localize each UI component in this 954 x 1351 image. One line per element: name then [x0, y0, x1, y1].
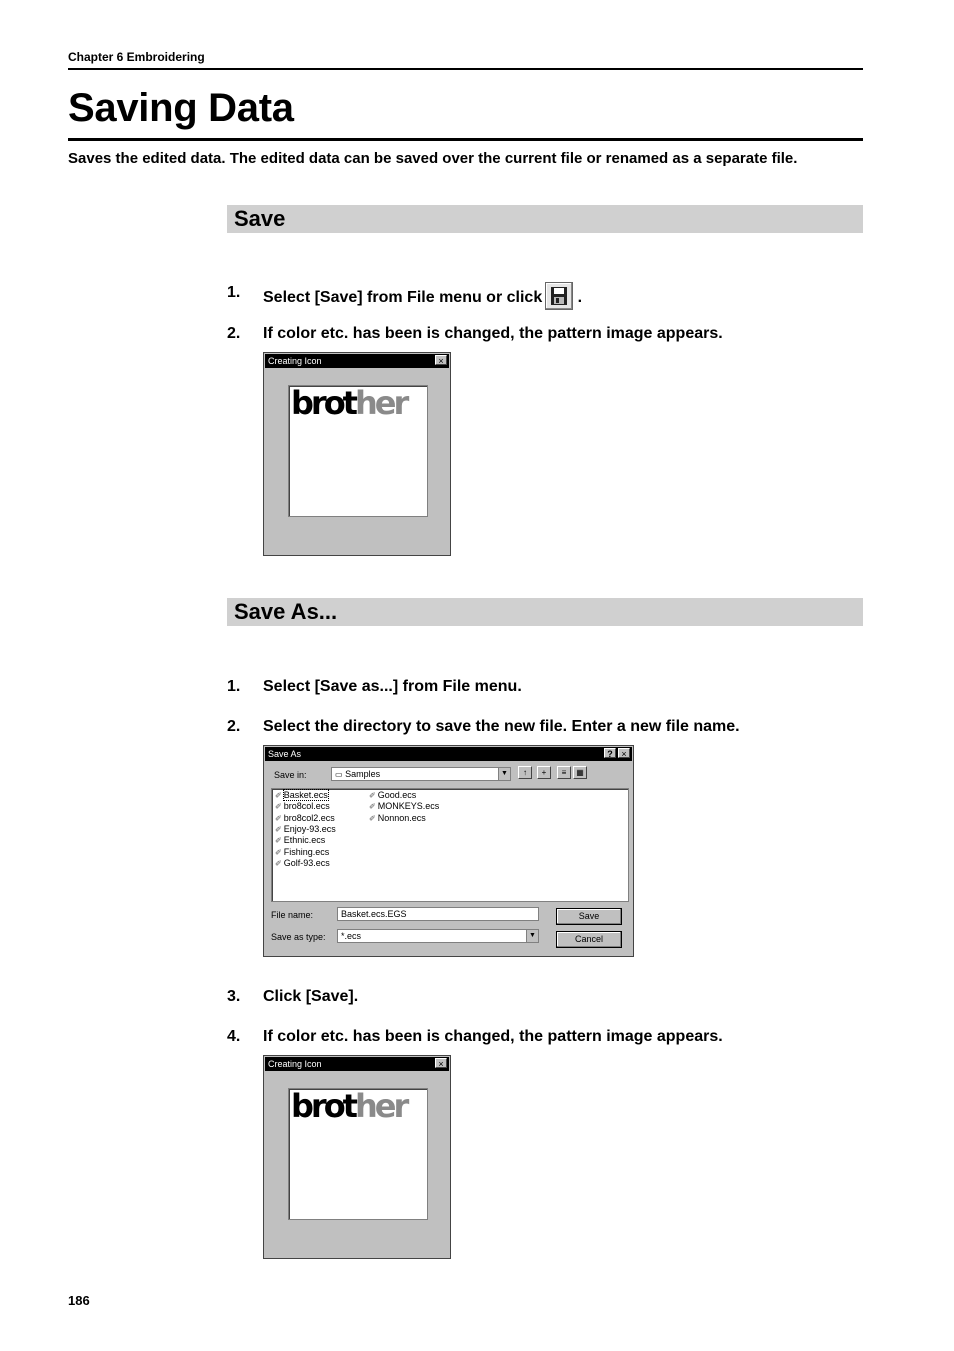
close-icon[interactable]: × — [435, 1058, 447, 1068]
pattern-preview — [288, 1088, 428, 1220]
file-icon: ✐ — [275, 836, 282, 846]
file-list-item[interactable]: ✐ Ethnic.ecs — [275, 835, 326, 846]
save-as-type-label: Save as type: — [271, 932, 326, 942]
file-list-item[interactable]: ✐ Good.ecs — [369, 790, 417, 800]
file-list-item[interactable]: ✐ Basket.ecs — [275, 790, 328, 800]
floppy-disk-icon[interactable] — [545, 282, 573, 310]
section-save — [227, 205, 863, 233]
file-list-item[interactable]: ✐ bro8col.ecs — [275, 801, 330, 812]
file-name-label: File name: — [271, 910, 314, 920]
file-icon: ✐ — [369, 802, 376, 812]
dialog-title-bar: Creating Icon — [265, 354, 449, 368]
save-in-label: Save in: — [274, 770, 307, 780]
file-icon: ✐ — [369, 791, 376, 800]
page-title: Saving Data — [68, 86, 294, 130]
pattern-preview — [288, 385, 428, 517]
creating-icon-dialog — [263, 1055, 451, 1259]
section-heading: Save As... — [234, 599, 338, 624]
header-rule — [68, 68, 863, 70]
title-rule — [68, 138, 863, 141]
page-number: 186 — [68, 1293, 90, 1308]
help-icon[interactable]: ? — [604, 748, 616, 758]
close-icon[interactable]: × — [618, 748, 630, 758]
save-as-type-dropdown[interactable]: *.ecs ▼ — [337, 929, 539, 943]
save-button[interactable]: Save — [556, 908, 622, 925]
file-icon: ✐ — [275, 847, 282, 857]
chevron-down-icon[interactable]: ▼ — [526, 930, 538, 942]
dialog-title-bar: Save As — [265, 747, 632, 761]
brother-logo: brother — [291, 1087, 407, 1125]
dialog-title-bar: Creating Icon — [265, 1057, 449, 1071]
section-heading: Save — [234, 206, 286, 231]
section-save-as — [227, 598, 863, 626]
list-view-icon[interactable]: ≡ — [557, 766, 571, 779]
file-list-item[interactable]: ✐ bro8col2.ecs — [275, 812, 335, 823]
file-icon: ✐ — [369, 813, 376, 823]
file-list-item[interactable]: ✐ Enjoy-93.ecs — [275, 823, 336, 834]
file-list[interactable] — [271, 788, 629, 902]
folder-icon: ▭ — [335, 770, 343, 779]
file-list-item[interactable]: ✐ Fishing.ecs — [275, 846, 330, 857]
file-icon: ✐ — [275, 813, 282, 823]
save-in-dropdown[interactable]: ▭ Samples ▼ — [331, 767, 511, 781]
up-folder-icon[interactable]: ↑ — [518, 766, 532, 779]
chevron-down-icon[interactable]: ▼ — [498, 768, 510, 780]
close-icon[interactable]: × — [435, 355, 447, 365]
chapter-header: Chapter 6 Embroidering — [68, 50, 205, 64]
file-icon: ✐ — [275, 858, 282, 868]
intro-text: Saves the edited data. The edited data can be saved over the current file or renamed as a separate file. — [68, 150, 798, 167]
new-folder-icon[interactable]: + — [537, 766, 551, 779]
file-icon: ✐ — [275, 824, 282, 834]
details-view-icon[interactable]: ▦ — [573, 766, 587, 779]
file-list-item[interactable]: ✐ MONKEYS.ecs — [369, 801, 440, 812]
cancel-button[interactable]: Cancel — [556, 931, 622, 948]
save-as-dialog — [263, 745, 634, 957]
file-list-item[interactable]: ✐ Nonnon.ecs — [369, 812, 426, 823]
file-icon: ✐ — [275, 802, 282, 812]
file-name-input[interactable]: Basket.ecs.EGS — [337, 907, 539, 921]
file-list-item[interactable]: ✐ Golf-93.ecs — [275, 857, 330, 868]
creating-icon-dialog — [263, 352, 451, 556]
file-icon: ✐ — [275, 791, 282, 800]
brother-logo: brother — [291, 384, 407, 422]
